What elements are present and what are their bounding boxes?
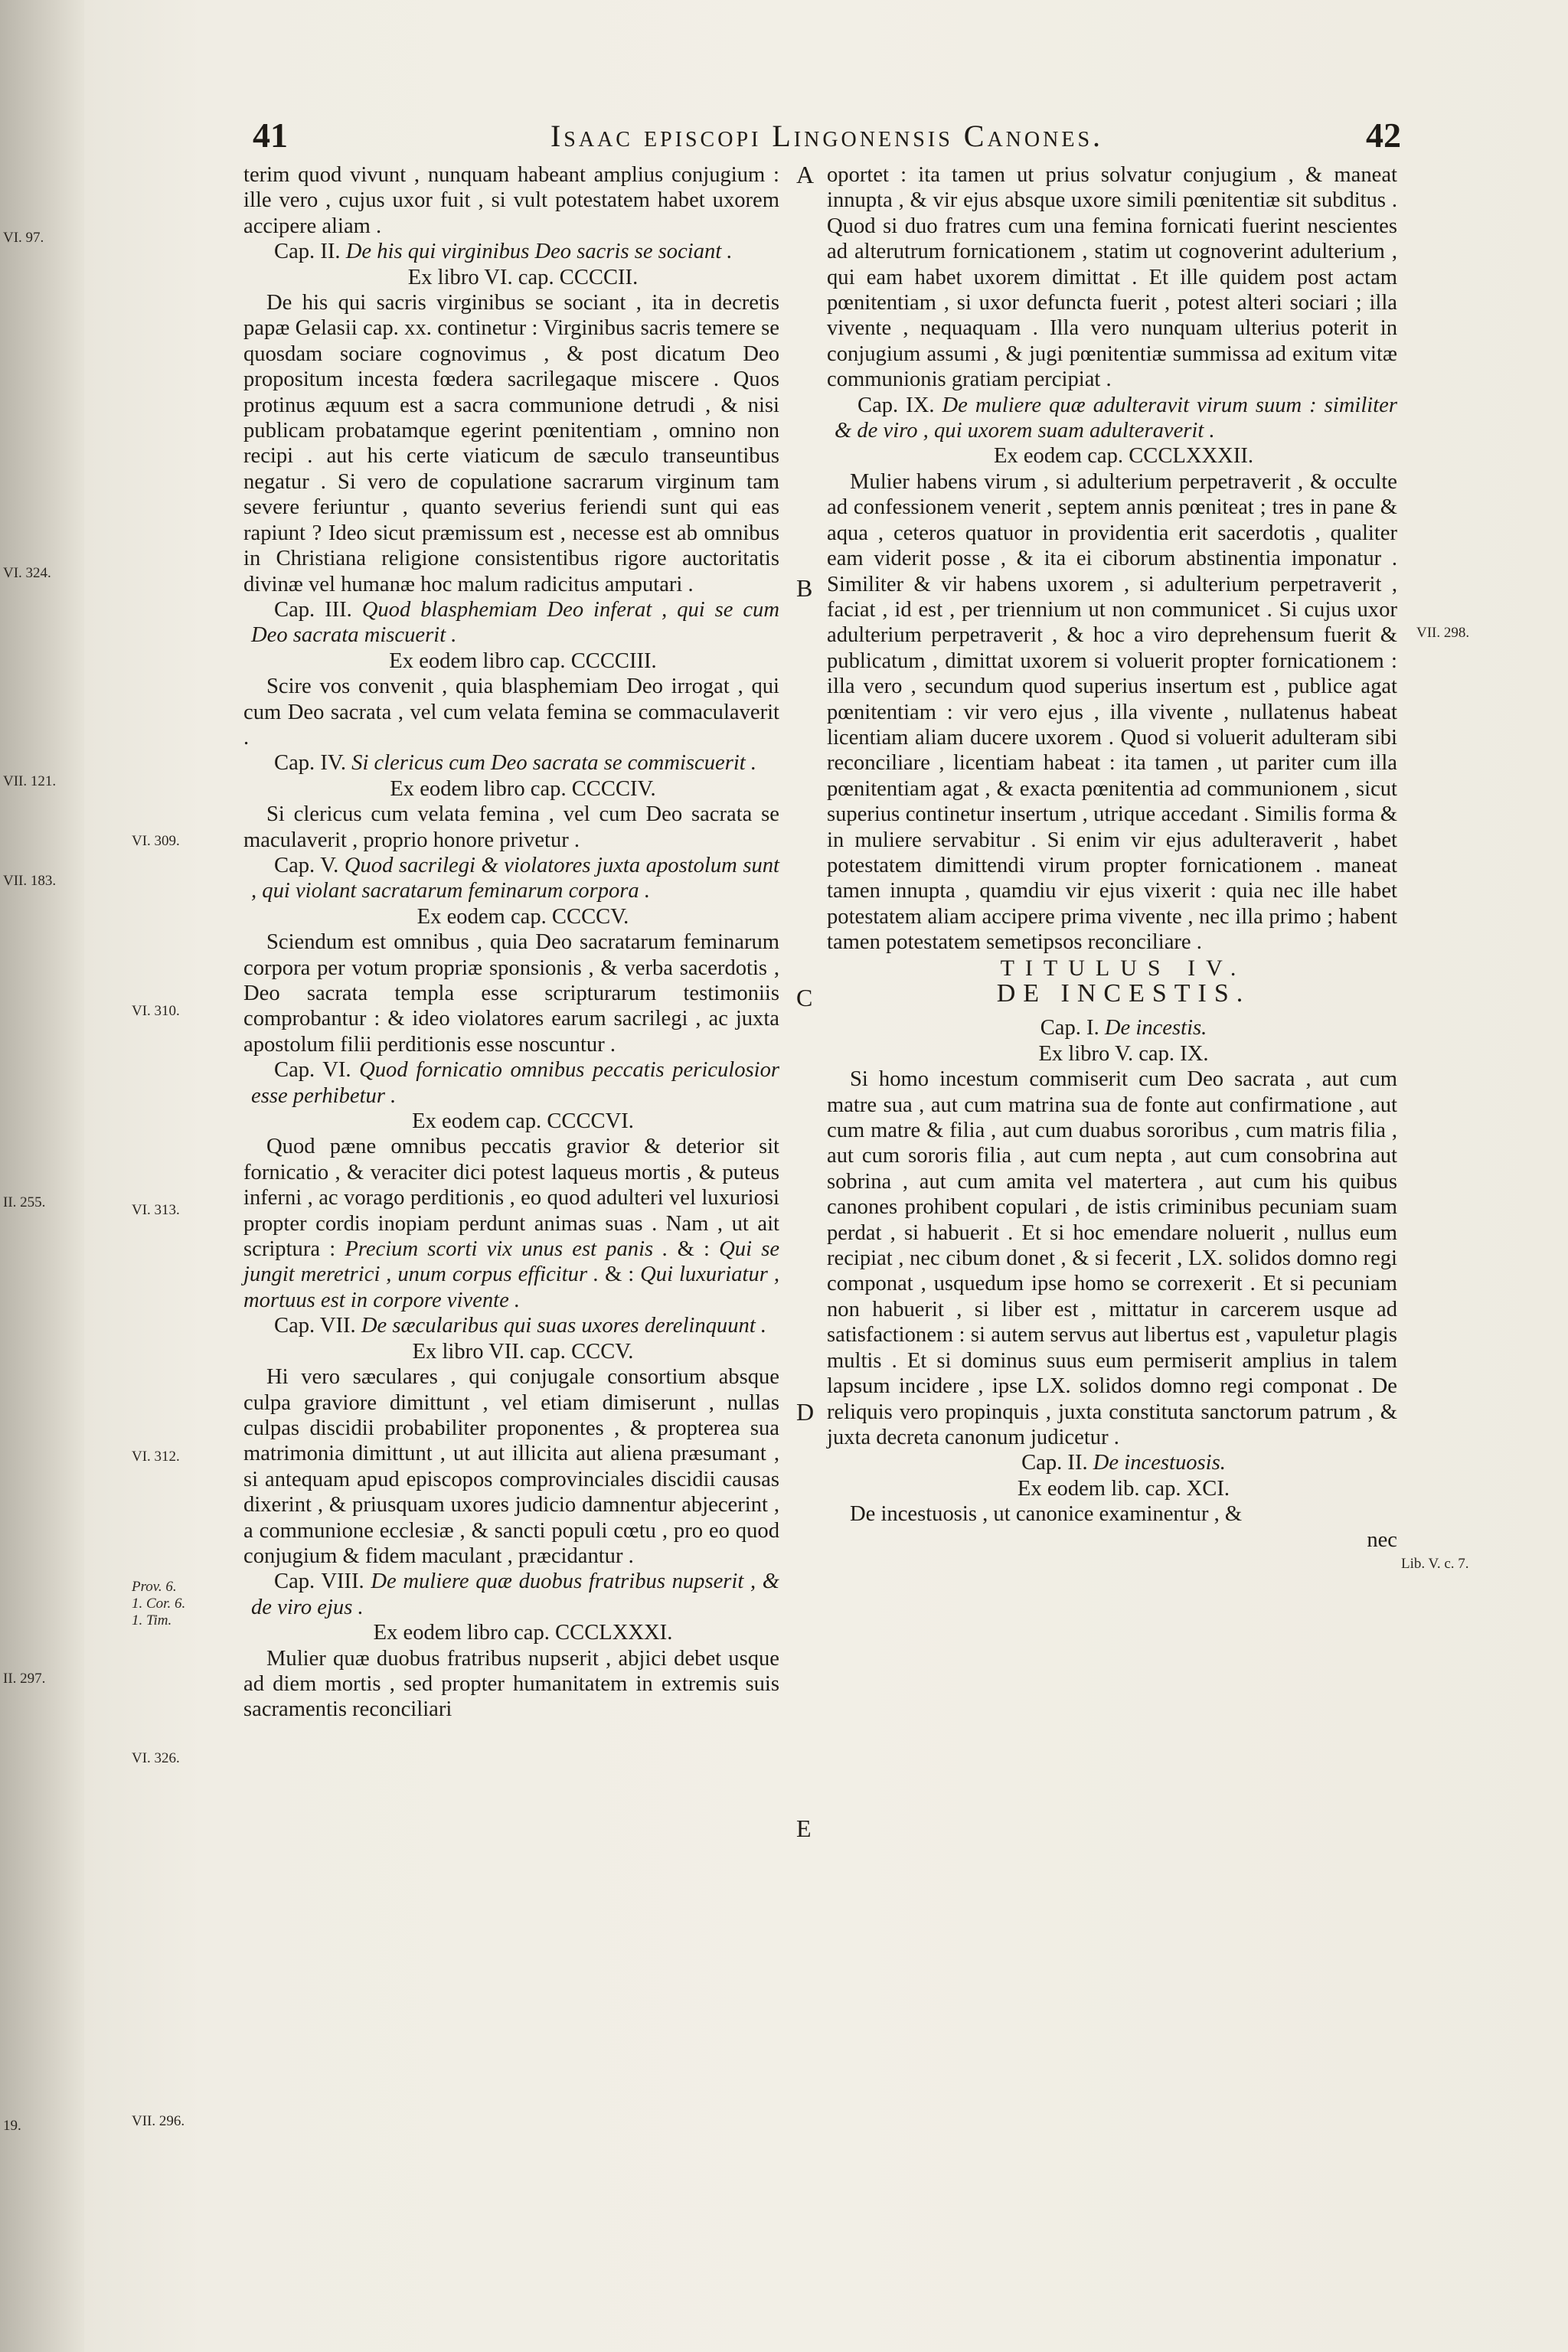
margin-note-inner: VI. 309. — [132, 833, 180, 849]
chapter-heading — [243, 1313, 779, 1338]
chapter-title: De incestuosis. — [1093, 1451, 1226, 1475]
margin-note-inner: VII. 296. — [132, 2113, 185, 2129]
section-letter: A — [796, 161, 815, 188]
margin-note-ref: Prov. 6. — [132, 1579, 177, 1595]
paragraph: Si clericus cum velata femina , vel cum Deo sacrata se maculaverit , proprio honore privetur . — [243, 802, 779, 852]
paragraph: De incestuosis , ut canonice examinentur , & — [850, 1502, 1243, 1527]
chapter-label: Cap. V. — [274, 853, 339, 877]
section-letter: B — [796, 574, 813, 602]
margin-note-outer: VI. 324. — [3, 565, 51, 581]
chapter-source: Ex eodem libro cap. CCCCIV. — [390, 776, 656, 801]
margin-note-ref: 1. Tim. — [132, 1612, 172, 1628]
right-column — [827, 162, 1397, 1553]
book-gutter — [0, 0, 84, 2352]
chapter-label: Cap. I. — [1040, 1016, 1099, 1040]
paragraph: Hi vero sæculares , qui conjugale consortium absque culpa graviore dimittunt , vel etiam dimiserunt , nullas culpas discidii probabiliter proponentes , & propterea sua matrimonia dimittunt , ut aut illicita aut aliena præsumant , si antequam apud episcopos comprovinciales discidii causas dixerint , & priusquam uxores judicio damnentur abjecerint , a communione ecclesiæ , & sancti populi cœtu , pro eo quod conjugium & fidem maculant , præcidantur . — [243, 1365, 779, 1568]
margin-note-inner: VI. 313. — [132, 1202, 180, 1218]
margin-note-right: Lib. V. c. 7. — [1401, 1556, 1469, 1572]
chapter-source: Ex eodem cap. CCCLXXXII. — [993, 444, 1254, 469]
chapter-source: Ex eodem lib. cap. XCI. — [1017, 1476, 1230, 1501]
chapter-title: De muliere quæ duobus fratribus nupserit , & de viro ejus . — [251, 1570, 779, 1619]
scripture-quote: Precium scorti vix unus est panis . — [345, 1237, 668, 1262]
page-header — [253, 115, 1401, 161]
chapter-label: Cap. VII. — [274, 1314, 356, 1338]
section-letter: E — [796, 1815, 812, 1842]
margin-note-outer: VII. 183. — [3, 873, 57, 889]
running-title: Isaac episcopi Lingonensis Canones. — [550, 119, 1104, 153]
chapter-label: Cap. II. — [274, 240, 341, 264]
paragraph: Si homo incestum commiserit cum Deo sacrata , aut cum matre sua , aut cum matrina sua de fonte aut confirmatione , aut cum matre & filia , aut cum duabus sororibus , cum matris filia , aut cum sororis filia , aut cum nepta , aut cum consobrina aut sobrina , aut cum amita vel matertera , aut cum his quibus canones prohibent copulari , de istis criminibus pecuniam suam perdat , si habuerit . Et si hoc emendare noluerit , nullus eum recipiat , nec cibum donet , & si fecerit , LX. solidos domno regi componat , usquedum ipse homo se correxerit . Et si pecuniam non habuerit , si liber est , mittatur in carcerem usque ad satisfactionem : si autem servus aut libertus est , vapuletur plagis multis . Et si dominus suus eum permiserit amplius in talem lapsum incidere , ipse LX. solidos domno regi componat . De reliquis vero propinquis , juxta constituta sanctorum patrum , & juxta decreta canonum judicetur . — [827, 1067, 1397, 1449]
margin-note-outer: II. 297. — [3, 1671, 46, 1687]
chapter-source: Ex libro V. cap. IX. — [1038, 1041, 1209, 1066]
paragraph: terim quod vivunt , nunquam habeant amplius conjugium : ille vero , cujus uxor fuit , si vult potestatem habet uxorem accipere aliam . — [243, 163, 779, 238]
chapter-title: De muliere quæ adulteravit virum suum : similiter & de viro , qui uxorem suam adulteraverit . — [835, 393, 1397, 443]
conjunction: & : — [677, 1237, 710, 1262]
chapter-source: Ex eodem libro cap. CCCCIII. — [389, 648, 657, 673]
chapter-title: De incestis. — [1104, 1016, 1207, 1040]
chapter-title: Quod sacrilegi & violatores juxta apostolum sunt , qui violant sacratarum feminarum corpora . — [251, 853, 779, 903]
left-column — [243, 162, 779, 1723]
section-title: TITULUS IV. — [1000, 955, 1247, 981]
chapter-source: Ex libro VII. cap. CCCV. — [412, 1339, 634, 1364]
paragraph — [243, 1134, 779, 1313]
chapter-title: De his qui virginibus Deo sacris se sociant . — [345, 240, 733, 264]
scripture-quote: Qui luxuriatur , mortuus est in corpore vivente . — [243, 1263, 779, 1312]
chapter-heading — [243, 1569, 779, 1620]
chapter-source: Ex eodem libro cap. CCCLXXXI. — [373, 1621, 673, 1645]
margin-note-inner: VI. 312. — [132, 1449, 180, 1465]
paragraph: Mulier habens virum , si adulterium perpetraverit , & occulte ad confessionem venerit , septem annis pœniteat ; tres in pane & aqua , ceteros quatuor in providentia erit sacerdotis , qualiter eam viderit posse , & ita ei ciborum abstinentia imponatur . Similiter & vir habens uxorem , si adulterium perpetraverit , faciat , id est , per triennium ut non communicet . Si cujus uxor adulterium perpetraverit , & hoc a viro deprehensum fuerit & publicatum , dimittat uxorem si voluerit propter fornicationem : illa vero , secundum quod superius insertum est , publice agat pœnitentiam : vir vero ejus , illa vivente , nullatenus habeat licentiam aliam ducere uxorem . Quod si voluerit adulteram sibi reconciliare , licentiam habeat : ita tamen , ut pariter cum illa pœnitentiam agat , & exacta pœnitentia ad communionem , sicut superius continetur insertum , utrique accedant . Similis forma & in muliere servabitur . Si enim vir ejus adulteraverit , habet potestatem dimittendi virum propter fornicationem . maneat tamen innupta , quamdiu vir ejus vixerit : quia nec ille habet potestatem aliam accipere prima vivente , nec illa primo ; habent tamen potestatem semetipsos reconciliare . — [827, 469, 1397, 955]
paragraph: Sciendum est omnibus , quia Deo sacratarum feminarum corpora per votum propriæ sponsionis , & verba sacerdotis , Deo sacrata templa esse scripturarum testimoniis comprobantur : & ideo violatores earum sacrilegi , ac juxta apostolum filii perditionis esse noscuntur . — [243, 930, 779, 1057]
paragraph: oportet : ita tamen ut prius solvatur conjugium , & maneat innupta , & vir ejus absque uxore simili pœnitentiæ sit subditus . Quod si duo fratres cum una femina fornicati fuerint nescientes ad alterutrum fornicationem , statim ut cognoverint adulterium , qui eam habet uxorem dimittat . Et ille quidem post actam pœnitentiam , si uxor defuncta fuerit , potest alteri sociari ; illa vivente , nequaquam . Illa vero nunquam ulterius poterit in conjugium assumi , & jugi pœnitentiæ summissa ad exitum vitæ communionis gratiam percipiat . — [827, 163, 1397, 392]
chapter-label: Cap. IX. — [858, 393, 935, 417]
chapter-label: Cap. IV. — [274, 751, 346, 776]
page-number-right: 42 — [1366, 116, 1401, 155]
margin-note-ref: 1. Cor. 6. — [132, 1596, 186, 1612]
chapter-title: Quod blasphemiam Deo inferat , qui se cum Deo sacrata miscuerit . — [251, 597, 779, 648]
margin-note-outer: 19. — [3, 2118, 21, 2134]
paragraph: Mulier quæ duobus fratribus nupserit , abjici debet usque ad diem mortis , sed propter humanitatem in extremis suis sacramentis reconciliari — [243, 1646, 779, 1722]
chapter-title: Quod fornicatio omnibus peccatis periculosior esse perhibetur . — [251, 1058, 779, 1108]
page-number-left: 41 — [253, 116, 288, 155]
section-letter: D — [796, 1398, 815, 1426]
chapter-heading — [827, 1015, 1397, 1040]
margin-note-inner: VI. 326. — [132, 1750, 180, 1766]
margin-note-outer: VI. 97. — [3, 230, 44, 246]
chapter-label: Cap. VIII. — [274, 1570, 364, 1594]
margin-note-outer: II. 255. — [3, 1194, 46, 1210]
scripture-quote: Qui se jungit meretrici , unum corpus efficitur . — [243, 1237, 780, 1287]
chapter-heading — [243, 597, 779, 648]
paragraph: Scire vos convenit , quia blasphemiam Deo irrogat , qui cum Deo sacrata , vel cum velata femina se commaculaverit . — [243, 675, 779, 750]
chapter-source: Ex eodem cap. CCCCV. — [416, 904, 629, 929]
section-subtitle: DE INCESTIS. — [996, 979, 1251, 1008]
chapter-label: Cap. II. — [1021, 1451, 1088, 1475]
chapter-heading — [243, 750, 779, 776]
chapter-title: Si clericus cum Deo sacrata se commiscuerit . — [351, 751, 757, 776]
chapter-heading — [827, 1450, 1397, 1475]
chapter-heading — [243, 1057, 779, 1109]
section-letter: C — [796, 984, 813, 1011]
paragraph: De his qui sacris virginibus se sociant , ita in decretis papæ Gelasii cap. xx. continetur : Virginibus sacris temere se quosdam sociare cognovimus , & post dicatum Deo propositum incesta fœdera sacrilegaque miscere . Quos protinus æquum est a sacra communione detrudi , & nisi publicam probatamque egerint pœnitentiam , omnino non recipi . aut his certe viaticum de sæculo transeuntibus negatur . Si vero de copulatione sacrarum virginum tam severe feriuntur , quanto severius feriendi sunt qui eas rapiunt ? Ideo sicut præmissum est , necesse est ab omnibus in Christiana religione consistentibus rigore auctoritatis divinæ vel humanæ hoc malum radicitus amputari . — [243, 291, 779, 596]
chapter-title: De sæcularibus qui suas uxores derelinquunt . — [361, 1314, 767, 1338]
margin-note-inner: VI. 310. — [132, 1003, 180, 1019]
chapter-label: Cap. VI. — [274, 1058, 351, 1083]
chapter-source: Ex eodem cap. CCCCVI. — [412, 1109, 634, 1134]
chapter-heading — [243, 239, 779, 264]
margin-note-right: VII. 298. — [1416, 625, 1470, 641]
conjunction: & : — [605, 1263, 635, 1287]
chapter-heading — [243, 853, 779, 904]
catchword: nec — [1367, 1527, 1397, 1552]
chapter-label: Cap. III. — [274, 597, 352, 622]
margin-note-outer: VII. 121. — [3, 773, 57, 789]
chapter-heading — [827, 393, 1397, 444]
paragraph-text: Quod pæne omnibus peccatis gravior & deterior sit fornicatio , & veraciter dici potest laqueus mortis , & puteus inferni , ac vorago perditionis , eo quod adulteri vel luxuriosi propter cordis inopiam perdunt animas suas . Nam , ut ait scriptura : — [243, 1135, 779, 1262]
chapter-source: Ex libro VI. cap. CCCCII. — [407, 265, 639, 289]
